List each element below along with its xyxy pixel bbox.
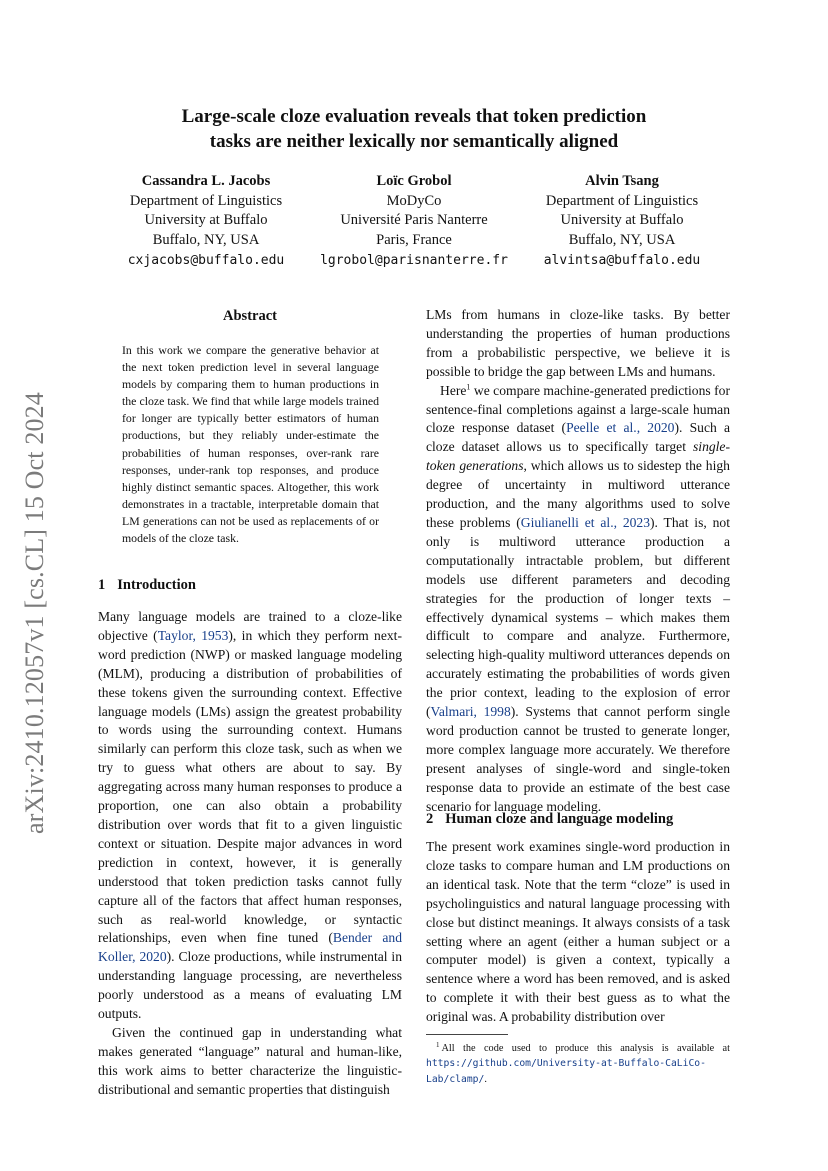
author-email: lgrobol@parisnanterre.fr (320, 253, 508, 268)
text-segment: , which allows us to sidestep the high degree of uncertainty in multiword utterance production, and the many algorithms used to solve these problems ( (426, 458, 730, 530)
text-segment: Many language models are trained to a cloze-like objective ( (98, 609, 402, 643)
section-2-body (426, 838, 730, 1027)
repository-link[interactable]: https://github.com/University-at-Buffalo-CaLiCo-Lab/clamp/ (426, 1058, 706, 1085)
intro-paragraph-continued: LMs from humans in cloze-like tasks. By better understanding the properties of human productions from a probabilistic perspective, we believe it is possible to bridge the gap between LMs and humans. (426, 307, 730, 379)
arxiv-identifier-stamp (18, 369, 52, 857)
author-name: Alvin Tsang (585, 173, 659, 189)
author-email: alvintsa@buffalo.edu (543, 253, 701, 268)
section-number: 1 (98, 577, 106, 593)
intro-paragraph-2: Given the continued gap in understanding what makes generated “language” natural and human-like, this work aims to better characterize the linguistic-distributional and semantic properties that distinguish (98, 1024, 402, 1097)
footnote-number: 1 (436, 1040, 440, 1049)
title-line-1: Large-scale cloze evaluation reveals that token prediction (181, 106, 647, 127)
author-institution: University at Buffalo (560, 212, 684, 228)
right-column-body (426, 306, 730, 816)
section-number: 2 (426, 811, 434, 827)
text-segment: ). Such a cloze dataset allows us to specifically target (426, 420, 730, 455)
section-heading-human-cloze (426, 810, 673, 828)
author-block-2 (299, 172, 529, 270)
section-2-paragraph-1: The present work examines single-word production in cloze tasks to compare human and LM productions on an identical task. Note that the term “cloze” is used in psycholinguistics and natural language processing with close but distinct meanings. It always consists of a task setting where an agent (either a human subject or a computer model) is given a context, typically a sentence where a word has been removed, and is asked to complete it with their best guess as to what the original was. A probability distribution over (426, 839, 730, 1025)
text-segment: ). Systems that cannot perform single word production cannot be trusted to generate longer, more complex language more accurately. We therefore present analyses of single-word and single-token response data to provide an estimate of the best case scenario for language modeling. (426, 704, 730, 814)
author-name: Cassandra L. Jacobs (141, 173, 271, 189)
intro-paragraph-1 (98, 608, 402, 1024)
text-segment: we compare machine-generated predictions for sentence-final completions against a large-scale human cloze response dataset ( (426, 382, 730, 436)
paper-title (118, 104, 710, 154)
author-email: cxjacobs@buffalo.edu (127, 253, 285, 268)
author-block-3 (507, 172, 737, 270)
author-location: Buffalo, NY, USA (152, 231, 260, 248)
section-title: Introduction (117, 577, 196, 593)
author-block-1 (91, 172, 321, 270)
emphasized-text: single-token generations (426, 439, 730, 474)
author-location: Buffalo, NY, USA (568, 231, 676, 248)
author-affiliation: MoDyCo (386, 192, 442, 209)
arxiv-stamp-text: arXiv:2410.12057v1 [cs.CL] 15 Oct 2024 (20, 392, 49, 834)
citation-link[interactable]: Valmari, 1998 (430, 704, 511, 720)
section-heading-introduction (98, 576, 196, 594)
left-column-body (98, 608, 402, 1100)
text-segment: ). That is, not only is multiword utterance production a computationally intractable problem, but different models use different parameters and decoding strategies for the production of longer texts – effectively dynamical systems – which makes them difficult to compare and analyze. Furthermore, selecting high-quality multiword utterances depends on accurately estimating the probabilities of words given the prior context, leading to the explosion of error ( (426, 514, 730, 720)
citation-link[interactable]: Giulianelli et al., 2023 (520, 514, 651, 530)
abstract-body: In this work we compare the generative behavior at the next token prediction level in several language models by comparing them to human productions in the cloze task. We find that while large models trained for longer are typically better estimators of human productions, but they reliably under-estimate the probabilities of human responses, over-rank rare responses, under-rank top responses, and produce highly distinct semantic spaces. Altogether, this work demonstrates in a tractable, interpretable domain that LM generations can not be used as replacements of or models of the cloze task. (122, 343, 379, 546)
author-institution: Université Paris Nanterre (340, 212, 488, 228)
citation-link[interactable]: Taylor, 1953 (157, 627, 229, 643)
footnote-end: . (484, 1073, 487, 1085)
footnote-marker[interactable]: 1 (466, 382, 471, 392)
footnote-text: All the code used to produce this analysis is available at (441, 1043, 730, 1054)
title-line-2: tasks are neither lexically nor semantically aligned (209, 131, 619, 152)
citation-link[interactable]: Peelle et al., 2020 (566, 420, 675, 436)
text-segment: Here (440, 382, 467, 398)
intro-paragraph-3 (426, 382, 730, 817)
author-name: Loïc Grobol (376, 173, 452, 189)
author-institution: University at Buffalo (144, 212, 268, 228)
section-title: Human cloze and language modeling (445, 811, 674, 827)
author-affiliation: Department of Linguistics (129, 192, 283, 209)
abstract-heading: Abstract (223, 308, 277, 324)
footnote-divider (426, 1034, 508, 1035)
citation-link[interactable]: Bender and Koller, 2020 (98, 930, 403, 965)
author-affiliation: Department of Linguistics (545, 192, 699, 209)
text-segment: ). Cloze productions, while instrumental in understanding language processing, are nevertheless poorly understood as a means of evaluating LM outputs. (98, 949, 402, 1022)
text-segment: ), in which they perform next-word prediction (NWP) or masked language modeling (MLM), producing a distribution of probabilities of these tokens given the surrounding context. Effective language models (LMs) assign the greatest probability to words using the surrounding context. Humans similarly can perform this cloze task, such as when we try to guess what others are about to say. By aggregating across many human responses to produce a proportion, one can also obtain a probability distribution over words that fit to a given linguistic context or situation. Despite major advances in word prediction in context, however, it is generally understood that token prediction tasks cannot fully capture all of the factors that affect human responses, such as real-world knowledge, or syntactic relationships, even when fine tuned ( (98, 627, 402, 946)
footnote (426, 1041, 730, 1087)
author-location: Paris, France (376, 231, 452, 248)
